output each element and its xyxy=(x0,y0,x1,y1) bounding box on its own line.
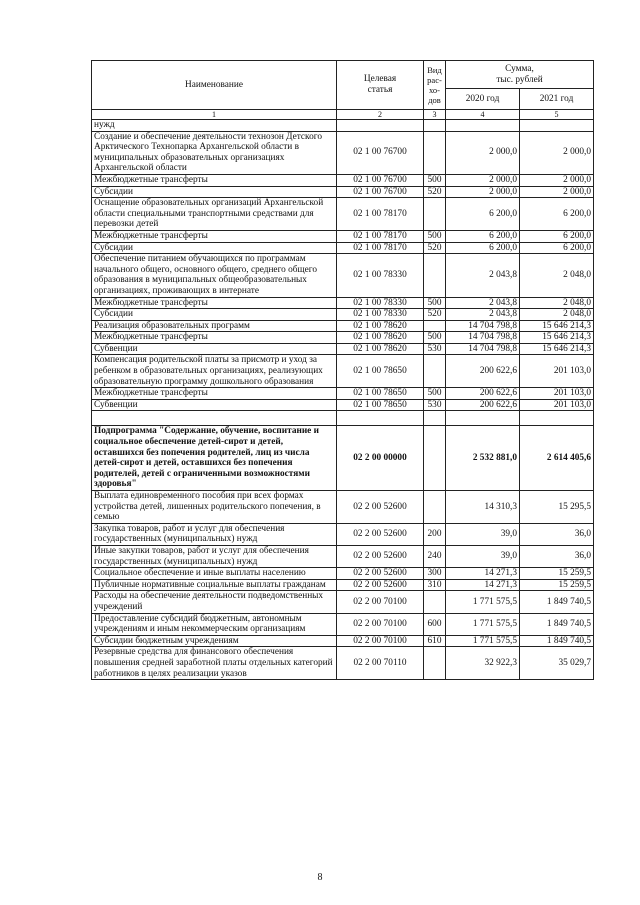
row-expense-type: 610 xyxy=(424,635,446,647)
row-name: Резервные средства для финансового обеспечения повышения средней заработной платы отдельных категорий работников в целях реализации указов xyxy=(92,647,337,680)
row-amount-2021 xyxy=(520,120,594,132)
row-expense-type xyxy=(424,355,446,388)
column-index-row xyxy=(92,110,594,120)
table-row xyxy=(92,343,594,355)
row-target-article: 02 1 00 76700 xyxy=(337,186,424,198)
header-year-2021: 2021 год xyxy=(520,89,594,110)
row-amount-2020: 2 000,0 xyxy=(446,186,520,198)
row-expense-type: 500 xyxy=(424,388,446,400)
row-expense-type: 500 xyxy=(424,230,446,242)
row-amount-2021: 2 000,0 xyxy=(520,186,594,198)
row-name: Предоставление субсидий бюджетным, автономным учреждениям и иным некоммерческим организациям xyxy=(92,613,337,635)
header-year-2020: 2020 год xyxy=(446,89,520,110)
row-amount-2021: 2 048,0 xyxy=(520,309,594,321)
row-amount-2020: 1 771 575,5 xyxy=(446,591,520,613)
page-number: 8 xyxy=(317,872,323,883)
row-amount-2020: 14 271,3 xyxy=(446,579,520,591)
row-amount-2020: 2 000,0 xyxy=(446,131,520,174)
row-target-article: 02 1 00 78330 xyxy=(337,297,424,309)
row-amount-2021: 1 849 740,5 xyxy=(520,635,594,647)
column-index: 5 xyxy=(520,110,594,120)
table-row xyxy=(92,388,594,400)
row-amount-2020: 6 200,0 xyxy=(446,198,520,231)
table-row xyxy=(92,613,594,635)
row-target-article: 02 1 00 78170 xyxy=(337,198,424,231)
row-expense-type: 520 xyxy=(424,186,446,198)
budget-table xyxy=(91,60,594,680)
row-name: Публичные нормативные социальные выплаты гражданам xyxy=(92,579,337,591)
row-amount-2021: 2 000,0 xyxy=(520,174,594,186)
row-amount-2020: 200 622,6 xyxy=(446,388,520,400)
row-name: Подпрограмма "Содержание, обучение, воспитание и социальное обеспечение детей-сирот и детей, оставшихся без попечения родителей, лиц из числа детей-сирот и детей, оставшихся без попечения родителей, детей с ограниченными возможностями здоровья" xyxy=(92,426,337,491)
row-amount-2020: 39,0 xyxy=(446,523,520,545)
table-row xyxy=(92,242,594,254)
row-target-article: 02 1 00 78620 xyxy=(337,320,424,332)
subprogram-row xyxy=(92,426,594,491)
row-name: Субсидии xyxy=(92,242,337,254)
row-name: Межбюджетные трансферты xyxy=(92,388,337,400)
row-amount-2020 xyxy=(446,120,520,132)
row-amount-2021: 6 200,0 xyxy=(520,242,594,254)
table-row xyxy=(92,131,594,174)
row-amount-2021: 15 646 214,3 xyxy=(520,343,594,355)
table-row xyxy=(92,297,594,309)
header-sum: Сумма, тыс. рублей xyxy=(446,61,594,89)
row-expense-type: 500 xyxy=(424,297,446,309)
row-amount-2020: 14 310,3 xyxy=(446,491,520,524)
row-name: Субсидии xyxy=(92,186,337,198)
row-target-article: 02 2 00 52600 xyxy=(337,545,424,567)
row-amount-2021: 36,0 xyxy=(520,545,594,567)
table-row xyxy=(92,491,594,524)
row-target-article: 02 2 00 52600 xyxy=(337,568,424,580)
table-row xyxy=(92,120,594,132)
row-name: Социальное обеспечение и иные выплаты населению xyxy=(92,568,337,580)
column-index: 4 xyxy=(446,110,520,120)
row-target-article: 02 1 00 76700 xyxy=(337,131,424,174)
row-target-article: 02 1 00 78620 xyxy=(337,343,424,355)
table-row xyxy=(92,545,594,567)
row-target-article xyxy=(337,411,424,426)
row-expense-type xyxy=(424,131,446,174)
row-amount-2020: 32 922,3 xyxy=(446,647,520,680)
row-amount-2021: 15 646 214,3 xyxy=(520,332,594,344)
row-expense-type xyxy=(424,491,446,524)
row-target-article: 02 2 00 52600 xyxy=(337,523,424,545)
row-amount-2021 xyxy=(520,411,594,426)
row-amount-2020: 2 043,8 xyxy=(446,254,520,297)
row-target-article: 02 2 00 00000 xyxy=(337,426,424,491)
row-amount-2021: 6 200,0 xyxy=(520,198,594,231)
row-name: Субсидии xyxy=(92,309,337,321)
row-target-article xyxy=(337,120,424,132)
row-expense-type xyxy=(424,426,446,491)
row-amount-2021: 15 295,5 xyxy=(520,491,594,524)
row-amount-2021: 201 103,0 xyxy=(520,388,594,400)
row-name: Закупка товаров, работ и услуг для обеспечения государственных (муниципальных) нужд xyxy=(92,523,337,545)
row-amount-2020: 14 704 798,8 xyxy=(446,320,520,332)
row-target-article: 02 2 00 70100 xyxy=(337,591,424,613)
row-amount-2020: 200 622,6 xyxy=(446,355,520,388)
row-expense-type: 310 xyxy=(424,579,446,591)
row-amount-2020: 39,0 xyxy=(446,545,520,567)
row-name: Расходы на обеспечение деятельности подведомственных учреждений xyxy=(92,591,337,613)
row-target-article: 02 1 00 78620 xyxy=(337,332,424,344)
row-target-article: 02 1 00 76700 xyxy=(337,174,424,186)
row-name: Создание и обеспечение деятельности технозон Детского Арктического Технопарка Архангельской области в муниципальных образовательных организациях Архангельской области xyxy=(92,131,337,174)
row-amount-2021: 201 103,0 xyxy=(520,399,594,411)
row-target-article: 02 2 00 70100 xyxy=(337,635,424,647)
table-row xyxy=(92,174,594,186)
row-name: Субвенции xyxy=(92,399,337,411)
row-expense-type: 520 xyxy=(424,309,446,321)
row-amount-2021: 15 259,5 xyxy=(520,568,594,580)
table-row xyxy=(92,254,594,297)
row-amount-2021: 1 849 740,5 xyxy=(520,613,594,635)
row-expense-type xyxy=(424,198,446,231)
table-row xyxy=(92,523,594,545)
table-row xyxy=(92,332,594,344)
row-amount-2021: 6 200,0 xyxy=(520,230,594,242)
row-amount-2021: 15 259,5 xyxy=(520,579,594,591)
row-amount-2020: 6 200,0 xyxy=(446,230,520,242)
column-index: 3 xyxy=(424,110,446,120)
table-row xyxy=(92,186,594,198)
table-row xyxy=(92,320,594,332)
row-name: Межбюджетные трансферты xyxy=(92,174,337,186)
table-row xyxy=(92,399,594,411)
column-index: 1 xyxy=(92,110,337,120)
row-amount-2021: 201 103,0 xyxy=(520,355,594,388)
row-amount-2020: 14 704 798,8 xyxy=(446,332,520,344)
row-name: Обеспечение питанием обучающихся по программам начального общего, основного общего, среднего общего образования в муниципальных общеобразовательных организациях, проживающих в интернате xyxy=(92,254,337,297)
row-expense-type: 200 xyxy=(424,523,446,545)
row-amount-2020: 6 200,0 xyxy=(446,242,520,254)
table-row xyxy=(92,635,594,647)
row-amount-2020 xyxy=(446,411,520,426)
row-amount-2020: 14 704 798,8 xyxy=(446,343,520,355)
table-row xyxy=(92,230,594,242)
row-target-article: 02 1 00 78170 xyxy=(337,230,424,242)
row-name xyxy=(92,411,337,426)
row-amount-2020: 200 622,6 xyxy=(446,399,520,411)
row-amount-2021: 2 000,0 xyxy=(520,131,594,174)
row-amount-2021: 36,0 xyxy=(520,523,594,545)
row-amount-2020: 2 043,8 xyxy=(446,309,520,321)
row-name: Выплата единовременного пособия при всех формах устройства детей, лишенных родительского попечения, в семью xyxy=(92,491,337,524)
row-expense-type xyxy=(424,254,446,297)
column-index: 2 xyxy=(337,110,424,120)
row-name: Межбюджетные трансферты xyxy=(92,297,337,309)
row-name: Оснащение образовательных организаций Архангельской области специальными транспортными средствами для перевозки детей xyxy=(92,198,337,231)
row-expense-type: 530 xyxy=(424,343,446,355)
row-name: Иные закупки товаров, работ и услуг для обеспечения государственных (муниципальных) нужд xyxy=(92,545,337,567)
row-name: Субсидии бюджетным учреждениям xyxy=(92,635,337,647)
row-target-article: 02 1 00 78650 xyxy=(337,399,424,411)
row-amount-2020: 1 771 575,5 xyxy=(446,613,520,635)
table-row xyxy=(92,309,594,321)
row-name: Реализация образовательных программ xyxy=(92,320,337,332)
table-row xyxy=(92,568,594,580)
row-expense-type: 240 xyxy=(424,545,446,567)
row-amount-2020: 2 532 881,0 xyxy=(446,426,520,491)
row-amount-2021: 2 614 405,6 xyxy=(520,426,594,491)
table-row xyxy=(92,579,594,591)
row-expense-type xyxy=(424,120,446,132)
row-target-article: 02 1 00 78650 xyxy=(337,355,424,388)
row-name: Межбюджетные трансферты xyxy=(92,230,337,242)
row-amount-2021: 35 029,7 xyxy=(520,647,594,680)
row-expense-type: 520 xyxy=(424,242,446,254)
row-name: Компенсация родительской платы за присмотр и уход за ребенком в образовательных организациях, реализующих образовательную программу дошкольного образования xyxy=(92,355,337,388)
row-target-article: 02 2 00 52600 xyxy=(337,579,424,591)
row-target-article: 02 1 00 78330 xyxy=(337,309,424,321)
row-expense-type: 300 xyxy=(424,568,446,580)
row-target-article: 02 1 00 78650 xyxy=(337,388,424,400)
row-expense-type: 500 xyxy=(424,332,446,344)
row-amount-2020: 1 771 575,5 xyxy=(446,635,520,647)
row-expense-type: 500 xyxy=(424,174,446,186)
header-row xyxy=(92,61,594,89)
header-name: Наименование xyxy=(92,61,337,110)
table-row xyxy=(92,355,594,388)
row-amount-2020: 14 271,3 xyxy=(446,568,520,580)
row-name: нужд xyxy=(92,120,337,132)
row-amount-2021: 2 048,0 xyxy=(520,297,594,309)
row-target-article: 02 1 00 78170 xyxy=(337,242,424,254)
row-expense-type xyxy=(424,320,446,332)
row-target-article: 02 1 00 78330 xyxy=(337,254,424,297)
row-target-article: 02 2 00 52600 xyxy=(337,491,424,524)
row-amount-2020: 2 043,8 xyxy=(446,297,520,309)
row-name: Субвенции xyxy=(92,343,337,355)
header-target-article: Целевая статья xyxy=(337,61,424,110)
table-row xyxy=(92,411,594,426)
row-amount-2020: 2 000,0 xyxy=(446,174,520,186)
row-amount-2021: 2 048,0 xyxy=(520,254,594,297)
table-row xyxy=(92,591,594,613)
row-target-article: 02 2 00 70110 xyxy=(337,647,424,680)
row-expense-type: 600 xyxy=(424,613,446,635)
row-name: Межбюджетные трансферты xyxy=(92,332,337,344)
row-expense-type: 530 xyxy=(424,399,446,411)
row-amount-2021: 15 646 214,3 xyxy=(520,320,594,332)
row-target-article: 02 2 00 70100 xyxy=(337,613,424,635)
table-row xyxy=(92,198,594,231)
table-row xyxy=(92,647,594,680)
row-expense-type xyxy=(424,647,446,680)
row-expense-type xyxy=(424,591,446,613)
header-expense-type: Вид рас- хо- дов xyxy=(424,61,446,110)
row-amount-2021: 1 849 740,5 xyxy=(520,591,594,613)
row-expense-type xyxy=(424,411,446,426)
